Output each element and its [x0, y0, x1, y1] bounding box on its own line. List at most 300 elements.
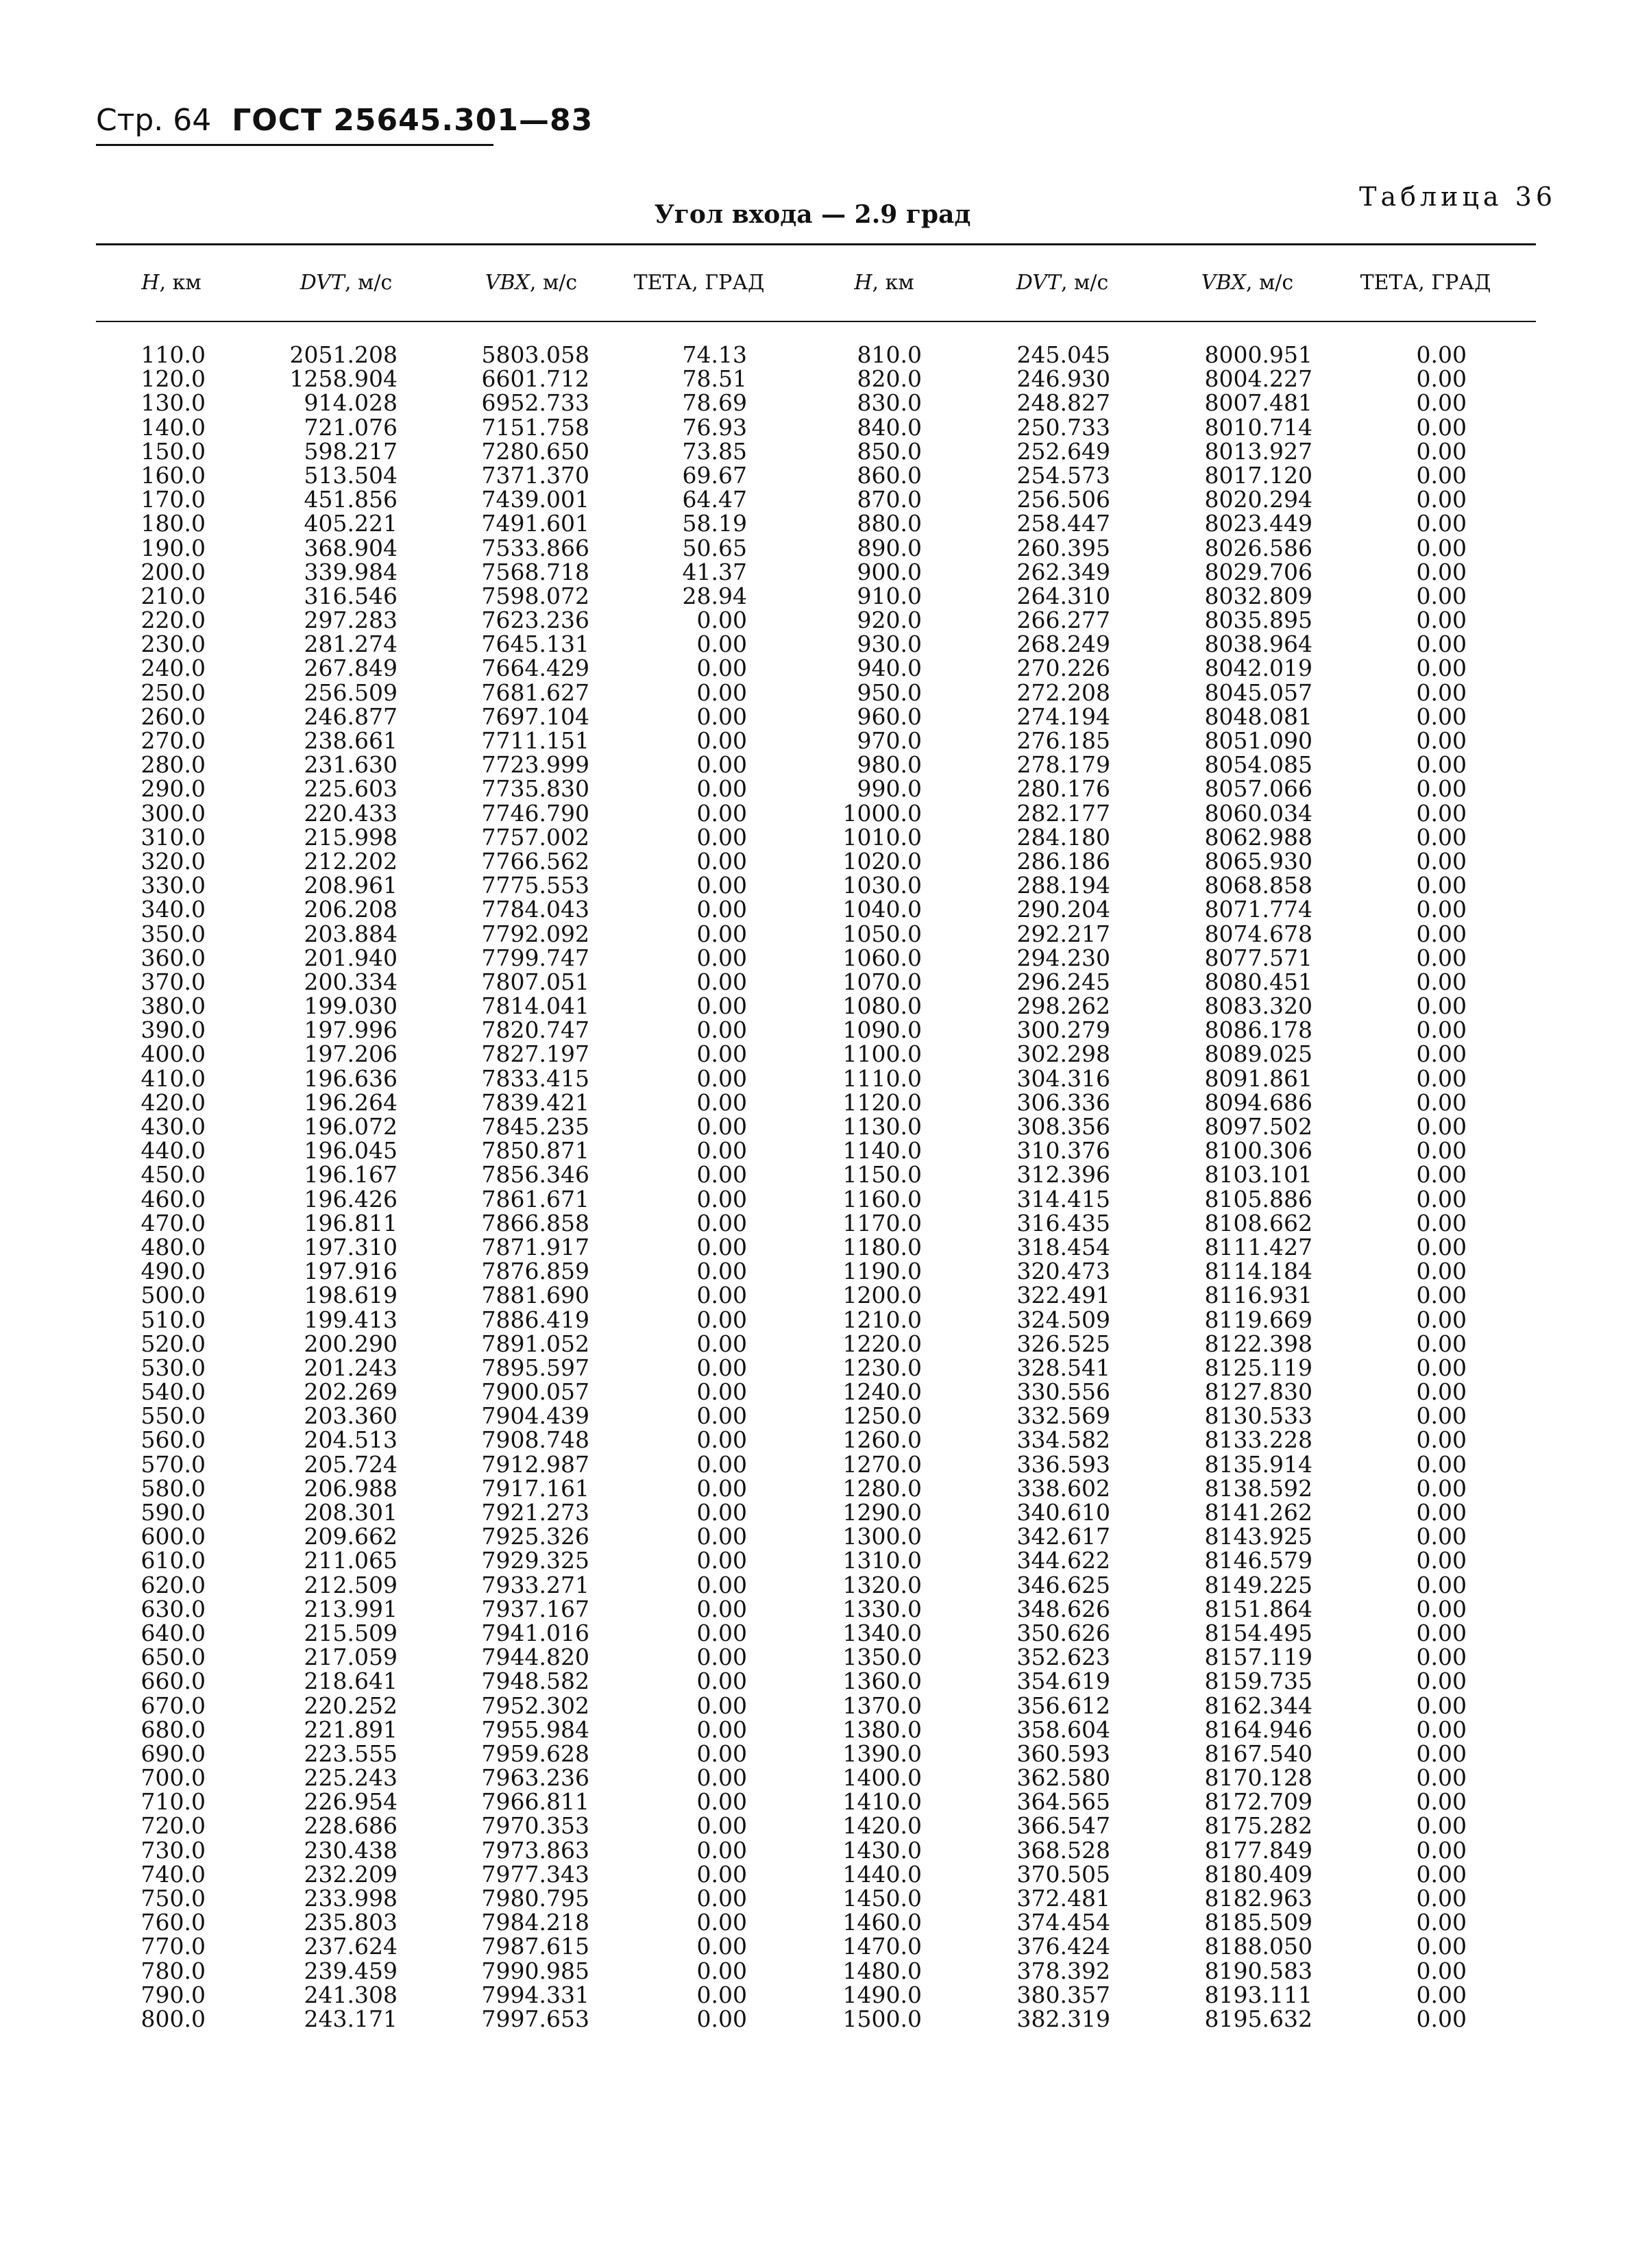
table-cell: 7371.370: [481, 461, 589, 489]
table-cell: 58.19: [682, 510, 747, 537]
table-cell: 8026.586: [1204, 534, 1312, 561]
table-cell: 0.00: [696, 1016, 747, 1044]
table-cell: 0.00: [1416, 437, 1467, 465]
table-cell: 1490.0: [842, 1981, 922, 2008]
standard-number: ГОСТ 25645.301—83: [232, 103, 594, 138]
table-cell: 0.00: [1416, 751, 1467, 779]
table-cell: 376.424: [1016, 1933, 1110, 1960]
table-cell: 196.636: [304, 1064, 398, 1092]
table-cell: 7491.601: [481, 510, 589, 537]
table-cell: 350.0: [140, 920, 206, 947]
table-cell: 650.0: [140, 1644, 206, 1671]
table-cell: 7766.562: [481, 847, 589, 875]
table-cell: 278.179: [1016, 751, 1110, 779]
table-cell: 230.438: [304, 1836, 398, 1864]
table-cell: 237.624: [304, 1933, 398, 1960]
table-cell: 1000.0: [842, 799, 922, 827]
table-cell: 1040.0: [842, 896, 922, 923]
table-cell: 0.00: [1416, 1812, 1467, 1840]
table-cell: 1470.0: [842, 1933, 922, 1960]
table-cell: 7900.057: [481, 1378, 589, 1406]
table-cell: 1110.0: [842, 1064, 922, 1092]
table-cell: 8108.662: [1204, 1209, 1312, 1236]
table-cell: 8035.895: [1204, 607, 1312, 634]
table-cell: 281.274: [304, 631, 398, 658]
table-cell: 870.0: [857, 486, 922, 513]
table-cell: 254.573: [1016, 461, 1110, 489]
table-cell: 208.961: [304, 872, 398, 899]
table-cell: 0.00: [696, 1161, 747, 1188]
table-cell: 246.877: [304, 703, 398, 730]
table-cell: 7833.415: [481, 1064, 589, 1092]
table-cell: 374.454: [1016, 1909, 1110, 1936]
table-cell: 0.00: [696, 1644, 747, 1671]
table-cell: 8071.774: [1204, 896, 1312, 923]
table-cell: 130.0: [140, 389, 206, 417]
column-header-dvt-2: DVT, м/с: [1016, 271, 1109, 295]
table-cell: 1240.0: [842, 1378, 922, 1406]
table-cell: 212.509: [304, 1571, 398, 1598]
table-cell: 8133.228: [1204, 1426, 1312, 1454]
table-cell: 270.226: [1016, 655, 1110, 682]
table-cell: 245.045: [1016, 341, 1110, 368]
table-cell: 203.884: [304, 920, 398, 947]
table-cell: 7886.419: [481, 1306, 589, 1333]
table-cell: 1090.0: [842, 1016, 922, 1044]
table-cell: 7941.016: [481, 1619, 589, 1646]
table-cell: 217.059: [304, 1644, 398, 1671]
table-cell: 0.00: [1416, 1064, 1467, 1092]
table-cell: 0.00: [1416, 1764, 1467, 1792]
table-cell: 8017.120: [1204, 461, 1312, 489]
table-cell: 7955.984: [481, 1716, 589, 1743]
table-cell: 0.00: [696, 1499, 747, 1526]
table-cell: 76.93: [682, 413, 747, 441]
table-cell: 368.904: [304, 534, 398, 561]
page-number: Стр. 64: [96, 103, 212, 138]
table-cell: 241.308: [304, 1981, 398, 2008]
table-cell: 680.0: [140, 1716, 206, 1743]
table-cell: 364.565: [1016, 1788, 1110, 1816]
table-cell: 240.0: [140, 655, 206, 682]
table-cell: 198.619: [304, 1282, 398, 1309]
table-cell: 280.0: [140, 751, 206, 779]
column-theta-right: [1378, 343, 1467, 2031]
table-cell: 320.473: [1016, 1258, 1110, 1285]
table-cell: 7861.671: [481, 1185, 589, 1212]
table-cell: 1120.0: [842, 1088, 922, 1116]
table-cell: 8103.101: [1204, 1161, 1312, 1188]
table-cell: 346.625: [1016, 1571, 1110, 1598]
column-header-theta: ТЕТА, ГРАД: [633, 271, 765, 295]
table-cell: 202.269: [304, 1378, 398, 1406]
table-cell: 354.619: [1016, 1668, 1110, 1695]
table-cell: 0.00: [696, 1812, 747, 1840]
table-cell: 8130.533: [1204, 1402, 1312, 1430]
table-cell: 8013.927: [1204, 437, 1312, 465]
table-cell: 1060.0: [842, 944, 922, 971]
table-cell: 8080.451: [1204, 968, 1312, 995]
table-cell: 246.930: [1016, 365, 1110, 393]
table-cell: 770.0: [140, 1933, 206, 1960]
table-cell: 410.0: [140, 1064, 206, 1092]
table-cell: 225.603: [304, 775, 398, 803]
table-cell: 0.00: [1416, 1040, 1467, 1068]
table-cell: 199.413: [304, 1306, 398, 1333]
table-cell: 1150.0: [842, 1161, 922, 1188]
table-cell: 252.649: [1016, 437, 1110, 465]
table-cell: 7439.001: [481, 486, 589, 513]
table-cell: 8185.509: [1204, 1909, 1312, 1936]
table-cell: 7723.999: [481, 751, 589, 779]
table-cell: 8083.320: [1204, 992, 1312, 1020]
table-cell: 206.208: [304, 896, 398, 923]
table-cell: 1250.0: [842, 1402, 922, 1430]
table-cell: 8038.964: [1204, 631, 1312, 658]
table-cell: 610.0: [140, 1547, 206, 1574]
table-cell: 8105.886: [1204, 1185, 1312, 1212]
table-cell: 0.00: [696, 679, 747, 706]
table-cell: 8000.951: [1204, 341, 1312, 368]
table-cell: 8177.849: [1204, 1836, 1312, 1864]
table-cell: 8149.225: [1204, 1571, 1312, 1598]
table-cell: 326.525: [1016, 1330, 1110, 1357]
table-cell: 0.00: [1416, 1233, 1467, 1260]
table-cell: 7912.987: [481, 1450, 589, 1478]
table-cell: 0.00: [1416, 1258, 1467, 1285]
table-cell: 405.221: [304, 510, 398, 537]
table-cell: 0.00: [696, 1836, 747, 1864]
table-cell: 200.290: [304, 1330, 398, 1357]
table-cell: 8057.066: [1204, 775, 1312, 803]
table-cell: 1420.0: [842, 1812, 922, 1840]
table-cell: 201.940: [304, 944, 398, 971]
table-cell: 750.0: [140, 1885, 206, 1912]
table-cell: 0.00: [696, 703, 747, 730]
table-cell: 0.00: [1416, 1909, 1467, 1936]
table-cell: 250.733: [1016, 413, 1110, 441]
table-cell: 0.00: [696, 872, 747, 899]
table-cell: 8032.809: [1204, 582, 1312, 609]
table-cell: 800.0: [140, 2005, 206, 2032]
table-cell: 0.00: [696, 607, 747, 634]
table-cell: 460.0: [140, 1185, 206, 1212]
table-cell: 8051.090: [1204, 727, 1312, 754]
table-cell: 0.00: [696, 1740, 747, 1767]
table-cell: 0.00: [1416, 413, 1467, 441]
table-cell: 7711.151: [481, 727, 589, 754]
table-cell: 8167.540: [1204, 1740, 1312, 1767]
table-cell: 8162.344: [1204, 1692, 1312, 1719]
table-cell: 7997.653: [481, 2005, 589, 2032]
table-cell: 243.171: [304, 2005, 398, 2032]
table-cell: 7984.218: [481, 1909, 589, 1936]
table-cell: 310.0: [140, 823, 206, 851]
table-cell: 8089.025: [1204, 1040, 1312, 1068]
table-cell: 1360.0: [842, 1668, 922, 1695]
table-cell: 215.509: [304, 1619, 398, 1646]
table-cell: 1270.0: [842, 1450, 922, 1478]
table-cell: 1310.0: [842, 1547, 922, 1574]
table-cell: 910.0: [857, 582, 922, 609]
table-cell: 0.00: [696, 1113, 747, 1140]
table-cell: 1460.0: [842, 1909, 922, 1936]
table-cell: 78.51: [682, 365, 747, 393]
table-cell: 7921.273: [481, 1499, 589, 1526]
table-cell: 7876.859: [481, 1258, 589, 1285]
table-cell: 1080.0: [842, 992, 922, 1020]
table-cell: 7994.331: [481, 1981, 589, 2008]
table-cell: 2051.208: [289, 341, 398, 368]
table-cell: 28.94: [682, 582, 747, 609]
table-cell: 196.072: [304, 1113, 398, 1140]
table-cell: 0.00: [1416, 1016, 1467, 1044]
table-cell: 580.0: [140, 1474, 206, 1502]
table-cell: 1480.0: [842, 1957, 922, 1984]
table-cell: 950.0: [857, 679, 922, 706]
table-cell: 8054.085: [1204, 751, 1312, 779]
table-cell: 1350.0: [842, 1644, 922, 1671]
table-cell: 196.167: [304, 1161, 398, 1188]
table-cell: 258.447: [1016, 510, 1110, 537]
table-cell: 7908.748: [481, 1426, 589, 1454]
table-cell: 288.194: [1016, 872, 1110, 899]
table-cell: 344.622: [1016, 1547, 1110, 1574]
table-cell: 358.604: [1016, 1716, 1110, 1743]
table-cell: 8193.111: [1204, 1981, 1312, 2008]
table-cell: 223.555: [304, 1740, 398, 1767]
table-cell: 0.00: [1416, 631, 1467, 658]
table-cell: 7664.429: [481, 655, 589, 682]
page-header: [96, 103, 593, 138]
column-h-left: [110, 343, 206, 2031]
table-cell: 780.0: [140, 1957, 206, 1984]
table-cell: 8151.864: [1204, 1595, 1312, 1622]
table-cell: 262.349: [1016, 558, 1110, 585]
table-cell: 1200.0: [842, 1282, 922, 1309]
table-cell: 7891.052: [481, 1330, 589, 1357]
table-cell: 0.00: [696, 1571, 747, 1598]
table-cell: 270.0: [140, 727, 206, 754]
table-cell: 8175.282: [1204, 1812, 1312, 1840]
table-cell: 7959.628: [481, 1740, 589, 1767]
table-cell: 356.612: [1016, 1692, 1110, 1719]
table-cell: 318.454: [1016, 1233, 1110, 1260]
table-cell: 1290.0: [842, 1499, 922, 1526]
table-cell: 0.00: [696, 1185, 747, 1212]
table-cell: 570.0: [140, 1450, 206, 1478]
table-cell: 1410.0: [842, 1788, 922, 1816]
table-cell: 0.00: [1416, 1860, 1467, 1888]
column-header-vbx: VBX, м/с: [485, 271, 578, 295]
table-cell: 660.0: [140, 1668, 206, 1695]
table-cell: 0.00: [1416, 1282, 1467, 1309]
table-cell: 7963.236: [481, 1764, 589, 1792]
table-cell: 0.00: [1416, 1836, 1467, 1864]
table-cell: 930.0: [857, 631, 922, 658]
table-cell: 8143.925: [1204, 1523, 1312, 1550]
table-cell: 0.00: [696, 631, 747, 658]
column-header-h-2: H, км: [854, 271, 914, 295]
table-cell: 7952.302: [481, 1692, 589, 1719]
table-cell: 0.00: [1416, 1499, 1467, 1526]
table-cell: 670.0: [140, 1692, 206, 1719]
table-cell: 0.00: [696, 1306, 747, 1333]
table-cell: 700.0: [140, 1764, 206, 1792]
table-cell: 8065.930: [1204, 847, 1312, 875]
table-cell: 900.0: [857, 558, 922, 585]
table-cell: 0.00: [696, 823, 747, 851]
table-cell: 239.459: [304, 1957, 398, 1984]
table-cell: 7881.690: [481, 1282, 589, 1309]
table-cell: 7746.790: [481, 799, 589, 827]
table-cell: 8007.481: [1204, 389, 1312, 417]
table-cell: 296.245: [1016, 968, 1110, 995]
header-underline: [96, 144, 493, 146]
table-cell: 0.00: [696, 1885, 747, 1912]
table-cell: 310.376: [1016, 1137, 1110, 1165]
table-cell: 8004.227: [1204, 365, 1312, 393]
table-cell: 960.0: [857, 703, 922, 730]
table-cell: 840.0: [857, 413, 922, 441]
table-cell: 7987.615: [481, 1933, 589, 1960]
table-cell: 196.264: [304, 1088, 398, 1116]
table-cell: 8164.946: [1204, 1716, 1312, 1743]
table-cell: 0.00: [696, 1088, 747, 1116]
table-cell: 300.0: [140, 799, 206, 827]
table-cell: 513.504: [304, 461, 398, 489]
table-cell: 0.00: [696, 1860, 747, 1888]
table-cell: 0.00: [696, 1354, 747, 1381]
table-cell: 480.0: [140, 1233, 206, 1260]
table-cell: 7784.043: [481, 896, 589, 923]
table-cell: 276.185: [1016, 727, 1110, 754]
table-cell: 160.0: [140, 461, 206, 489]
table-cell: 8086.178: [1204, 1016, 1312, 1044]
table-cell: 790.0: [140, 1981, 206, 2008]
table-cell: 50.65: [682, 534, 747, 561]
table-cell: 220.0: [140, 607, 206, 634]
table-cell: 1390.0: [842, 1740, 922, 1767]
table-cell: 0.00: [1416, 1571, 1467, 1598]
table-cell: 8159.735: [1204, 1668, 1312, 1695]
table-cell: 720.0: [140, 1812, 206, 1840]
column-vbx-left: [452, 343, 589, 2031]
table-cell: 0.00: [1416, 1547, 1467, 1574]
table-cell: 0.00: [696, 1233, 747, 1260]
table-cell: 0.00: [1416, 1523, 1467, 1550]
table-cell: 314.415: [1016, 1185, 1110, 1212]
table-cell: 267.849: [304, 655, 398, 682]
table-cell: 0.00: [1416, 1933, 1467, 1960]
table-cell: 73.85: [682, 437, 747, 465]
table-cell: 0.00: [1416, 365, 1467, 393]
table-cell: 500.0: [140, 1282, 206, 1309]
table-cell: 0.00: [696, 799, 747, 827]
table-cell: 490.0: [140, 1258, 206, 1285]
table-cell: 890.0: [857, 534, 922, 561]
table-cell: 0.00: [1416, 389, 1467, 417]
table-cell: 78.69: [682, 389, 747, 417]
table-cell: 360.0: [140, 944, 206, 971]
table-cell: 0.00: [696, 1064, 747, 1092]
table-cell: 7775.553: [481, 872, 589, 899]
table-cell: 220.252: [304, 1692, 398, 1719]
table-cell: 1130.0: [842, 1113, 922, 1140]
table-cell: 1440.0: [842, 1860, 922, 1888]
table-cell: 8114.184: [1204, 1258, 1312, 1285]
table-cell: 7977.343: [481, 1860, 589, 1888]
table-cell: 810.0: [857, 341, 922, 368]
table-cell: 256.506: [1016, 486, 1110, 513]
table-cell: 0.00: [1416, 872, 1467, 899]
table-cell: 0.00: [1416, 1354, 1467, 1381]
table-cell: 520.0: [140, 1330, 206, 1357]
table-cell: 0.00: [696, 1909, 747, 1936]
table-cell: 8146.579: [1204, 1547, 1312, 1574]
table-cell: 0.00: [1416, 582, 1467, 609]
table-cell: 0.00: [696, 896, 747, 923]
table-cell: 1070.0: [842, 968, 922, 995]
table-cell: 370.505: [1016, 1860, 1110, 1888]
table-cell: 0.00: [1416, 2005, 1467, 2032]
table-cell: 201.243: [304, 1354, 398, 1381]
table-cell: 320.0: [140, 847, 206, 875]
table-cell: 0.00: [696, 775, 747, 803]
table-cell: 8135.914: [1204, 1450, 1312, 1478]
table-cell: 0.00: [696, 1330, 747, 1357]
table-cell: 7856.346: [481, 1161, 589, 1188]
table-cell: 640.0: [140, 1619, 206, 1646]
table-cell: 350.626: [1016, 1619, 1110, 1646]
table-cell: 228.686: [304, 1812, 398, 1840]
table-cell: 180.0: [140, 510, 206, 537]
table-cell: 200.334: [304, 968, 398, 995]
column-h-right: [819, 343, 922, 2031]
table-cell: 7850.871: [481, 1137, 589, 1165]
table-cell: 0.00: [1416, 1402, 1467, 1430]
table-cell: 8170.128: [1204, 1764, 1312, 1792]
table-cell: 7948.582: [481, 1668, 589, 1695]
table-cell: 0.00: [1416, 1088, 1467, 1116]
table-cell: 372.481: [1016, 1885, 1110, 1912]
table-cell: 197.996: [304, 1016, 398, 1044]
column-header-theta-2: ТЕТА, ГРАД: [1360, 271, 1491, 295]
table-cell: 0.00: [1416, 703, 1467, 730]
table-cell: 232.209: [304, 1860, 398, 1888]
table-cell: 7925.326: [481, 1523, 589, 1550]
table-cell: 880.0: [857, 510, 922, 537]
table-label: Таблица 36: [1359, 182, 1556, 212]
table-cell: 266.277: [1016, 607, 1110, 634]
table-cell: 0.00: [696, 655, 747, 682]
table-cell: 7697.104: [481, 703, 589, 730]
table-cell: 1010.0: [842, 823, 922, 851]
table-cell: 226.954: [304, 1788, 398, 1816]
table-cell: 0.00: [696, 1426, 747, 1454]
table-cell: 430.0: [140, 1113, 206, 1140]
table-cell: 235.803: [304, 1909, 398, 1936]
table-cell: 0.00: [696, 1523, 747, 1550]
table-cell: 0.00: [696, 920, 747, 947]
table-cell: 218.641: [304, 1668, 398, 1695]
table-cell: 150.0: [140, 437, 206, 465]
table-cell: 7839.421: [481, 1088, 589, 1116]
table-cell: 0.00: [1416, 1595, 1467, 1622]
table-cell: 450.0: [140, 1161, 206, 1188]
table-cell: 8119.669: [1204, 1306, 1312, 1333]
table-cell: 590.0: [140, 1499, 206, 1526]
